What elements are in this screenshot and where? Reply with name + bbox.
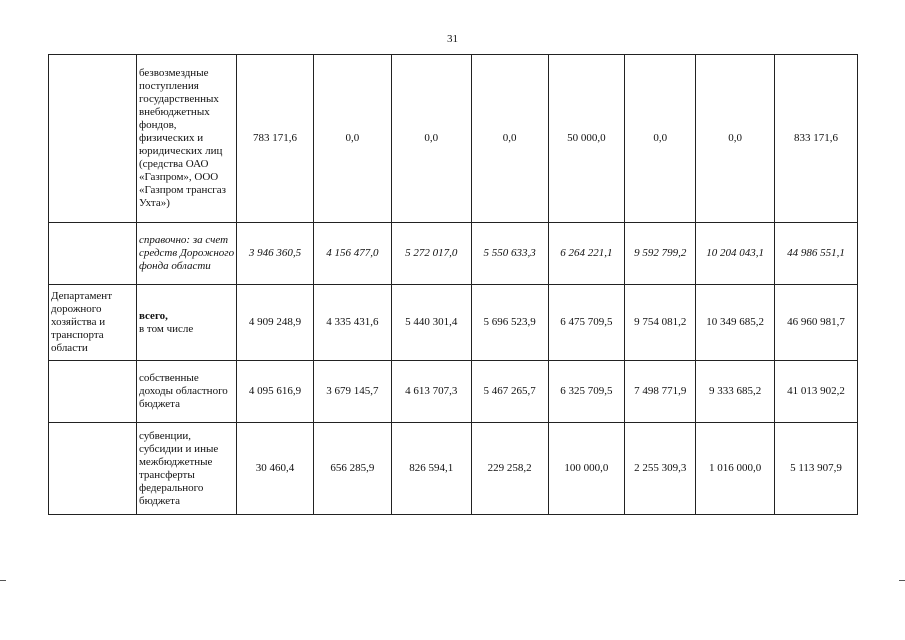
- page-number: 31: [447, 33, 458, 45]
- value-cell: 5 272 017,0: [391, 223, 471, 285]
- value-cell: 5 550 633,3: [471, 223, 548, 285]
- table-row-department-total: [49, 285, 858, 361]
- budget-table: [48, 54, 858, 515]
- value-cell: 4 335 431,6: [313, 285, 391, 361]
- value-cell: 10 349 685,2: [696, 285, 775, 361]
- value-cell: 5 696 523,9: [471, 285, 548, 361]
- value-cell: 2 255 309,3: [625, 423, 696, 515]
- total-cell: 44 986 551,1: [775, 223, 858, 285]
- right-margin-mark: [899, 580, 905, 581]
- left-margin-mark: [0, 580, 6, 581]
- department-cell: [49, 361, 137, 423]
- value-cell: 656 285,9: [313, 423, 391, 515]
- value-cell: 100 000,0: [548, 423, 625, 515]
- value-cell: 826 594,1: [391, 423, 471, 515]
- table-row-federal-transfers: [49, 423, 858, 515]
- value-cell: 0,0: [696, 55, 775, 223]
- department-cell: [49, 55, 137, 223]
- value-cell: 4 909 248,9: [237, 285, 314, 361]
- department-name: Департамент дорожного хозяйства и транспорта области: [49, 285, 137, 361]
- value-cell: 0,0: [313, 55, 391, 223]
- value-cell: 1 016 000,0: [696, 423, 775, 515]
- value-cell: 9 333 685,2: [696, 361, 775, 423]
- total-label: всего,: [138, 309, 168, 322]
- source-label: субвенции, субсидии и иные межбюджетные трансферты федерального бюджета: [136, 423, 236, 515]
- department-cell: [49, 223, 137, 285]
- value-cell: 30 460,4: [237, 423, 314, 515]
- value-cell: 6 475 709,5: [548, 285, 625, 361]
- total-cell: 41 013 902,2: [775, 361, 858, 423]
- value-cell: 10 204 043,1: [696, 223, 775, 285]
- source-label: [136, 285, 236, 361]
- source-label: справочно: за счет средств Дорожного фонда области: [136, 223, 236, 285]
- total-cell: 46 960 981,7: [775, 285, 858, 361]
- value-cell: 7 498 771,9: [625, 361, 696, 423]
- total-cell: 833 171,6: [775, 55, 858, 223]
- including-label: в том числе: [138, 322, 194, 335]
- value-cell: 0,0: [391, 55, 471, 223]
- value-cell: 0,0: [471, 55, 548, 223]
- total-cell: 5 113 907,9: [775, 423, 858, 515]
- value-cell: 4 613 707,3: [391, 361, 471, 423]
- value-cell: 4 095 616,9: [237, 361, 314, 423]
- source-label: собственные доходы областного бюджета: [136, 361, 236, 423]
- table-row-own-revenue: [49, 361, 858, 423]
- value-cell: 783 171,6: [237, 55, 314, 223]
- value-cell: 9 754 081,2: [625, 285, 696, 361]
- value-cell: 4 156 477,0: [313, 223, 391, 285]
- value-cell: 6 264 221,1: [548, 223, 625, 285]
- value-cell: 9 592 799,2: [625, 223, 696, 285]
- value-cell: 0,0: [625, 55, 696, 223]
- department-cell: [49, 423, 137, 515]
- value-cell: 3 946 360,5: [237, 223, 314, 285]
- value-cell: 3 679 145,7: [313, 361, 391, 423]
- value-cell: 6 325 709,5: [548, 361, 625, 423]
- value-cell: 229 258,2: [471, 423, 548, 515]
- value-cell: 5 467 265,7: [471, 361, 548, 423]
- table-row-road-fund-reference: [49, 223, 858, 285]
- table-row-gratuitous-receipts: [49, 55, 858, 223]
- source-label: безвозмездные поступления государственных внебюджетных фондов, физических и юридических лиц (средства ОАО «Газпром», ООО «Газпром трансгаз Ухта»): [136, 55, 236, 223]
- value-cell: 50 000,0: [548, 55, 625, 223]
- value-cell: 5 440 301,4: [391, 285, 471, 361]
